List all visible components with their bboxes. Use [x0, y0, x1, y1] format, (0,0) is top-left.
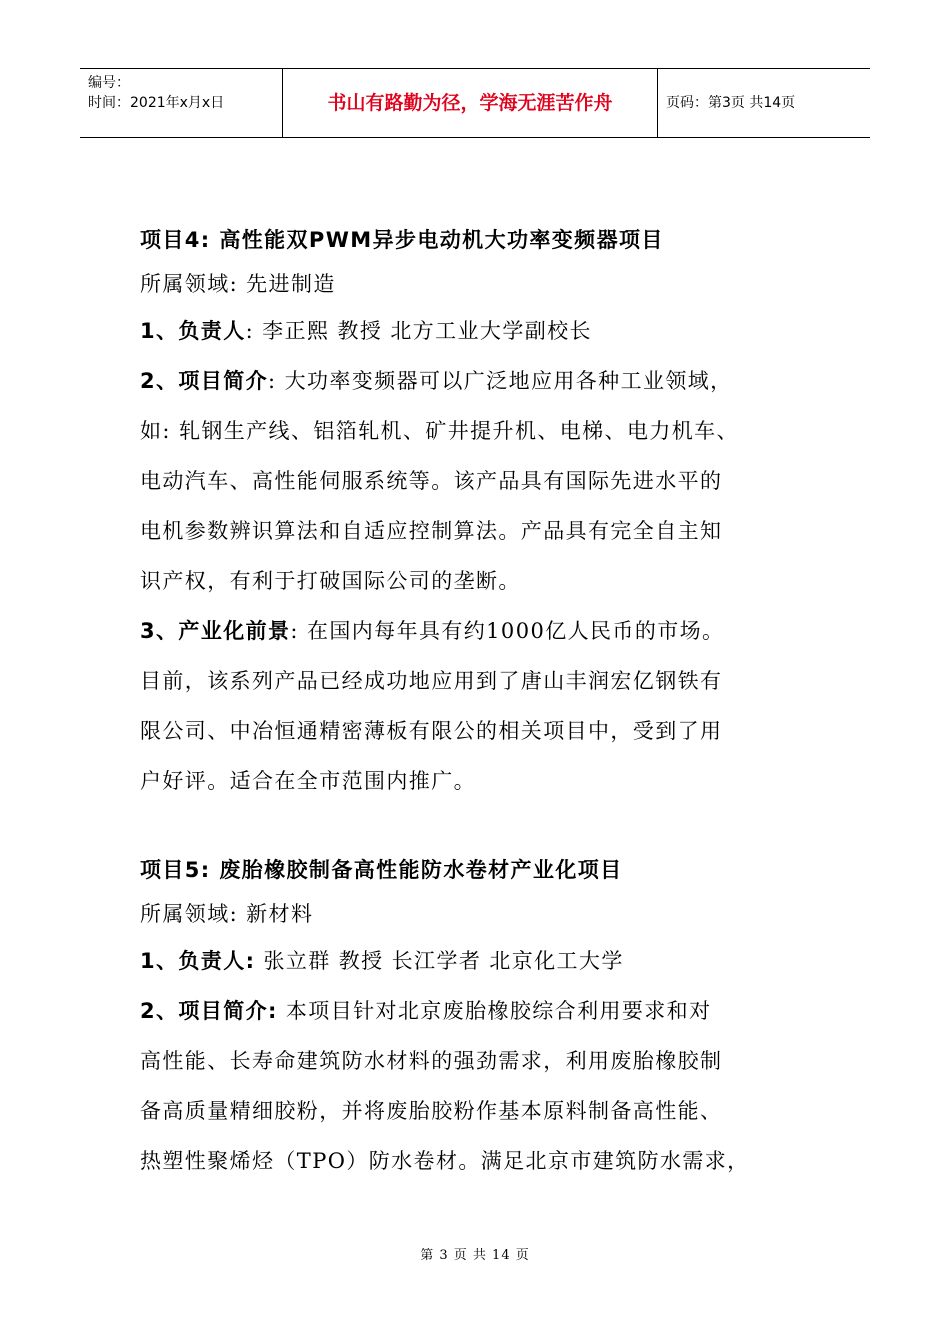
- project4-prospect-line-2: 限公司、中冶恒通精密薄板有限公的相关项目中，受到了用: [140, 719, 723, 743]
- project4-intro-line-0: 2、项目简介: 大功率变频器可以广泛地应用各种工业领域，: [140, 369, 733, 393]
- header-meta: [80, 69, 282, 137]
- project5-field: 所属领域: 新材料: [140, 902, 314, 926]
- project4-intro-line-3: 电机参数辨识算法和自适应控制算法。产品具有完全自主知: [140, 519, 723, 543]
- date-label: 时间：2021年x月x日: [88, 95, 225, 111]
- project4-leader-text: : 李正熙 教授 北方工业大学副校长: [245, 319, 592, 343]
- page-header: [80, 68, 870, 138]
- project5-intro-line-2: 备高质量精细胶粉，并将废胎胶粉作基本原料制备高性能、: [140, 1099, 723, 1123]
- header-page-info: 页码：第3页 共14页: [666, 95, 796, 111]
- project4-prospect-label: 3、产业化前景: [140, 619, 291, 643]
- project4-intro-line-4: 识产权，有利于打破国际公司的垄断。: [140, 569, 521, 593]
- project4-field: 所属领域: 先进制造: [140, 272, 336, 296]
- project5-leader-label: 1、负责人:: [140, 949, 256, 973]
- page-footer: 第 3 页 共 14 页: [420, 1248, 530, 1263]
- section-gap: [140, 806, 840, 848]
- project4-prospect-line-0: 3、产业化前景: 在国内每年具有约1000亿人民币的市场。: [140, 619, 725, 643]
- project5-intro-line-1: 高性能、长寿命建筑防水材料的强劲需求，利用废胎橡胶制: [140, 1049, 723, 1073]
- project5-leader: [140, 936, 840, 986]
- project4-leader-label: 1、负责人: [140, 319, 246, 343]
- header-motto: 书山有路勤为径，学海无涯苦作舟: [282, 69, 658, 137]
- project4-title: 项目4: 高性能双PWM异步电动机大功率变频器项目: [140, 228, 664, 252]
- project5-intro-line-3: 热塑性聚烯烃（TPO）防水卷材。满足北京市建筑防水需求，: [140, 1149, 750, 1173]
- project4-prospect-line-1: 目前，该系列产品已经成功地应用到了唐山丰润宏亿钢铁有: [140, 669, 723, 693]
- project5-intro-line-0: 2、项目简介: 本项目针对北京废胎橡胶综合利用要求和对: [140, 999, 712, 1023]
- project5-title: 项目5: 废胎橡胶制备高性能防水卷材产业化项目: [140, 858, 623, 882]
- project4-leader: [140, 306, 840, 356]
- project5-intro-label: 2、项目简介:: [140, 999, 278, 1023]
- project4-prospect-line-3: 户好评。适合在全市范围内推广。: [140, 769, 476, 793]
- project4-intro-line-1: 如: 轧钢生产线、铝箔轧机、矿井提升机、电梯、电力机车、: [140, 419, 739, 443]
- project4-intro-line-2: 电动汽车、高性能伺服系统等。该产品具有国际先进水平的: [140, 469, 723, 493]
- project5-leader-text: 张立群 教授 长江学者 北京化工大学: [255, 949, 624, 973]
- number-label: 编号：: [88, 75, 130, 91]
- document-body: [140, 218, 840, 1186]
- project4-intro-label: 2、项目简介: [140, 369, 269, 393]
